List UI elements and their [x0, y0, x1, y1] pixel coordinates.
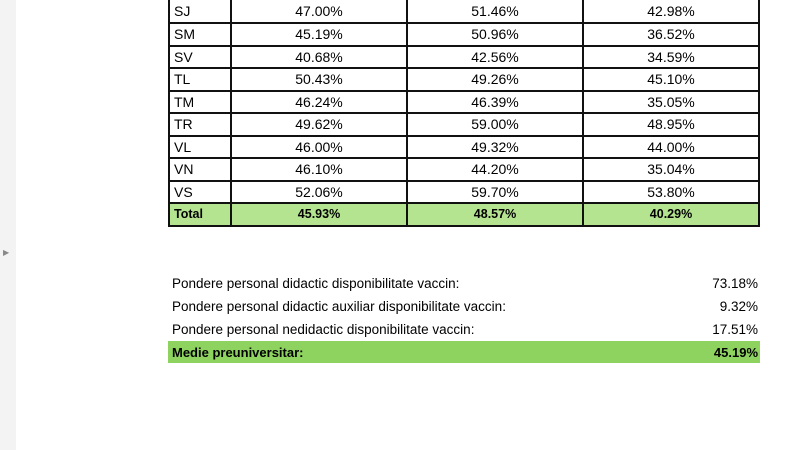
- value-cell: 47.00%: [231, 0, 407, 23]
- county-code: VL: [169, 136, 231, 159]
- county-code: SV: [169, 46, 231, 69]
- value-cell: 46.39%: [407, 91, 583, 114]
- document-page: [16, 0, 800, 450]
- value-cell: 49.26%: [407, 68, 583, 91]
- summary-label: Pondere personal didactic disponibilitate vaccin:: [172, 276, 460, 291]
- county-code: SM: [169, 23, 231, 46]
- summary-row: [168, 295, 760, 318]
- value-cell: 45.19%: [231, 23, 407, 46]
- table-row: [169, 23, 759, 46]
- summary-label: Pondere personal nedidactic disponibilitate vaccin:: [172, 322, 475, 337]
- value-cell: 35.04%: [583, 158, 759, 181]
- total-value: 48.57%: [407, 203, 583, 226]
- chevron-right-icon[interactable]: ▶: [3, 248, 10, 257]
- summary-row: [168, 318, 760, 341]
- summary-row: [168, 272, 760, 295]
- average-label: Medie preuniversitar:: [172, 344, 304, 360]
- value-cell: 46.10%: [231, 158, 407, 181]
- county-code: SJ: [169, 0, 231, 23]
- value-cell: 42.98%: [583, 0, 759, 23]
- summary-value: 9.32%: [719, 299, 758, 314]
- value-cell: 49.62%: [231, 113, 407, 136]
- value-cell: 45.10%: [583, 68, 759, 91]
- table-row: [169, 68, 759, 91]
- value-cell: 44.20%: [407, 158, 583, 181]
- value-cell: 59.00%: [407, 113, 583, 136]
- table-row: [169, 0, 759, 23]
- value-cell: 34.59%: [583, 46, 759, 69]
- value-cell: 35.05%: [583, 91, 759, 114]
- summary-value: 17.51%: [712, 322, 758, 337]
- total-label: Total: [169, 203, 231, 226]
- table-row: [169, 136, 759, 159]
- value-cell: 51.46%: [407, 0, 583, 23]
- average-value: 45.19%: [713, 344, 758, 360]
- average-row: [168, 341, 760, 363]
- total-value: 40.29%: [583, 203, 759, 226]
- table-row: [169, 113, 759, 136]
- summary-block: [168, 272, 760, 363]
- value-cell: 49.32%: [407, 136, 583, 159]
- value-cell: 50.96%: [407, 23, 583, 46]
- value-cell: 44.00%: [583, 136, 759, 159]
- value-cell: 50.43%: [231, 68, 407, 91]
- county-code: VS: [169, 181, 231, 204]
- value-cell: 36.52%: [583, 23, 759, 46]
- table-row: [169, 181, 759, 204]
- county-code: VN: [169, 158, 231, 181]
- total-row: [169, 203, 759, 226]
- summary-value: 73.18%: [712, 276, 758, 291]
- county-code: TL: [169, 68, 231, 91]
- value-cell: 46.00%: [231, 136, 407, 159]
- county-code: TM: [169, 91, 231, 114]
- value-cell: 46.24%: [231, 91, 407, 114]
- total-value: 45.93%: [231, 203, 407, 226]
- value-cell: 40.68%: [231, 46, 407, 69]
- value-cell: 42.56%: [407, 46, 583, 69]
- county-code: TR: [169, 113, 231, 136]
- value-cell: 53.80%: [583, 181, 759, 204]
- table-row: [169, 91, 759, 114]
- value-cell: 59.70%: [407, 181, 583, 204]
- value-cell: 48.95%: [583, 113, 759, 136]
- left-gutter: [0, 0, 17, 450]
- county-table: [168, 0, 760, 227]
- table-row: [169, 158, 759, 181]
- table-row: [169, 46, 759, 69]
- summary-label: Pondere personal didactic auxiliar disponibilitate vaccin:: [172, 299, 506, 314]
- value-cell: 52.06%: [231, 181, 407, 204]
